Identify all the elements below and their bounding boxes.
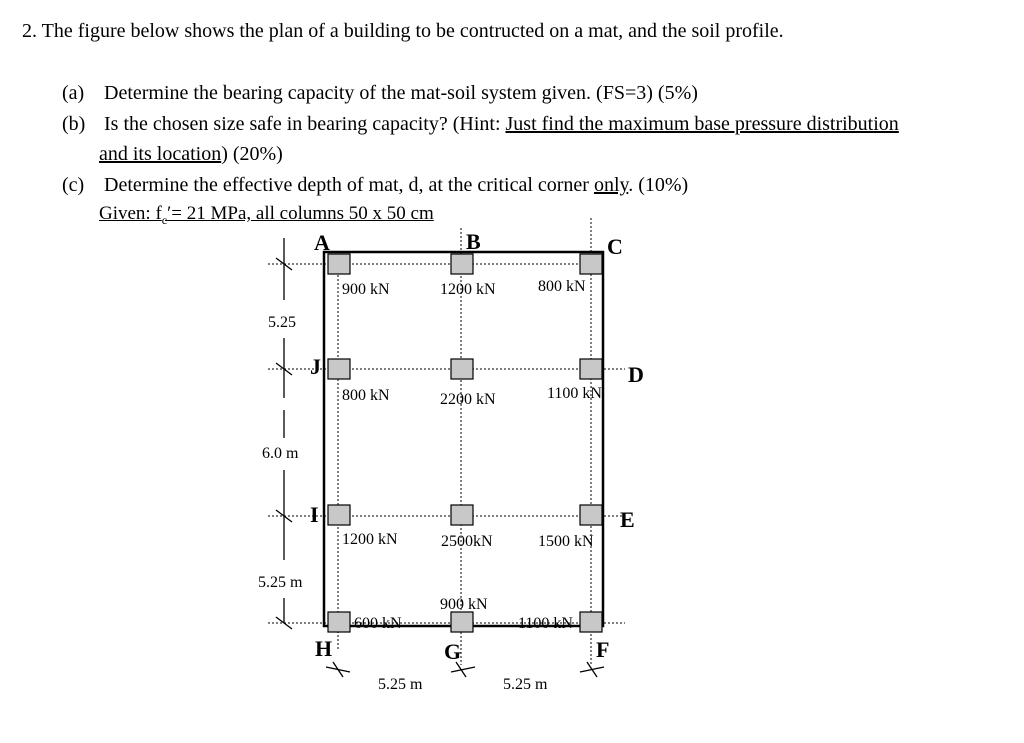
horizontal-dimension [326, 662, 604, 677]
corner-label-G: G [444, 639, 462, 664]
load-r4-c1: 600 kN [354, 615, 402, 632]
question-intro: 2. The figure below shows the plan of a building to be contructed on a mat, and the soil profile. [22, 20, 784, 42]
corner-label-E: E [620, 507, 635, 532]
load-r1-c2: 1200 kN [440, 281, 496, 298]
column-A [328, 254, 350, 274]
dim-h-tick1 [333, 662, 343, 677]
given-prefix: Given: f [99, 203, 162, 224]
column-D [580, 359, 602, 379]
part-a-text: Determine the bearing capacity of the mat-soil system given. (FS=3) (5%) [104, 82, 698, 104]
load-r3-c1: 1200 kN [342, 531, 398, 548]
column-E [580, 505, 602, 525]
part-b-text: Is the chosen size safe in bearing capacity? (Hint: [104, 113, 506, 135]
column-C [580, 254, 602, 274]
part-b-post: ) (20%) [221, 143, 283, 165]
corner-label-F: F [596, 637, 610, 662]
load-r1-c3: 800 kN [538, 278, 586, 295]
vertical-dimension [276, 238, 292, 629]
part-b-label: (b) [62, 113, 86, 135]
load-r2-c2: 2200 kN [440, 391, 496, 408]
given-values: ′= 21 MPa, all columns 50 x 50 cm [167, 203, 434, 224]
load-r4-c2: 900 kN [440, 596, 488, 613]
dim-label-h1: 5.25 m [378, 676, 423, 693]
dim-h-seg1-right [451, 667, 475, 672]
load-r2-c1: 800 kN [342, 387, 390, 404]
dim-label-h2: 5.25 m [503, 676, 548, 693]
load-r4-c3: 1100 kN [518, 615, 573, 632]
corner-label-J: J [310, 354, 321, 379]
part-b-hint-line2: and its location [99, 143, 222, 165]
given-sub: c [161, 212, 168, 227]
load-r1-c1: 900 kN [342, 281, 390, 298]
columns [328, 254, 602, 632]
column-J [328, 359, 350, 379]
load-r3-c3: 1500 kN [538, 533, 594, 550]
dim-h-tick3 [587, 662, 597, 677]
part-c-post: . (10%) [628, 174, 689, 196]
column-B [451, 254, 473, 274]
corner-label-C: C [607, 234, 623, 259]
load-r2-c3: 1100 kN [547, 385, 602, 402]
part-c-only: only [593, 174, 629, 196]
dim-label-v3: 5.25 m [258, 574, 303, 591]
corner-label-H: H [315, 636, 333, 661]
part-c-label: (c) [62, 174, 85, 196]
corner-label-A: A [314, 230, 330, 255]
column-center-1 [451, 359, 473, 379]
corner-label-I: I [310, 502, 319, 527]
part-a-label: (a) [62, 82, 85, 104]
dim-label-v1: 5.25 [268, 314, 296, 331]
corner-label-D: D [628, 362, 644, 387]
column-G [451, 612, 473, 632]
column-center-2 [451, 505, 473, 525]
corner-label-B: B [466, 229, 481, 254]
column-H [328, 612, 350, 632]
dim-label-v2: 6.0 m [262, 445, 299, 462]
column-F [580, 612, 602, 632]
column-I [328, 505, 350, 525]
mat-outline [324, 252, 603, 626]
part-c-text: Determine the effective depth of mat, d, at the critical corner [104, 174, 594, 196]
part-b-hint: Just find the maximum base pressure distribution [505, 113, 899, 135]
load-r3-c2: 2500kN [441, 533, 493, 550]
